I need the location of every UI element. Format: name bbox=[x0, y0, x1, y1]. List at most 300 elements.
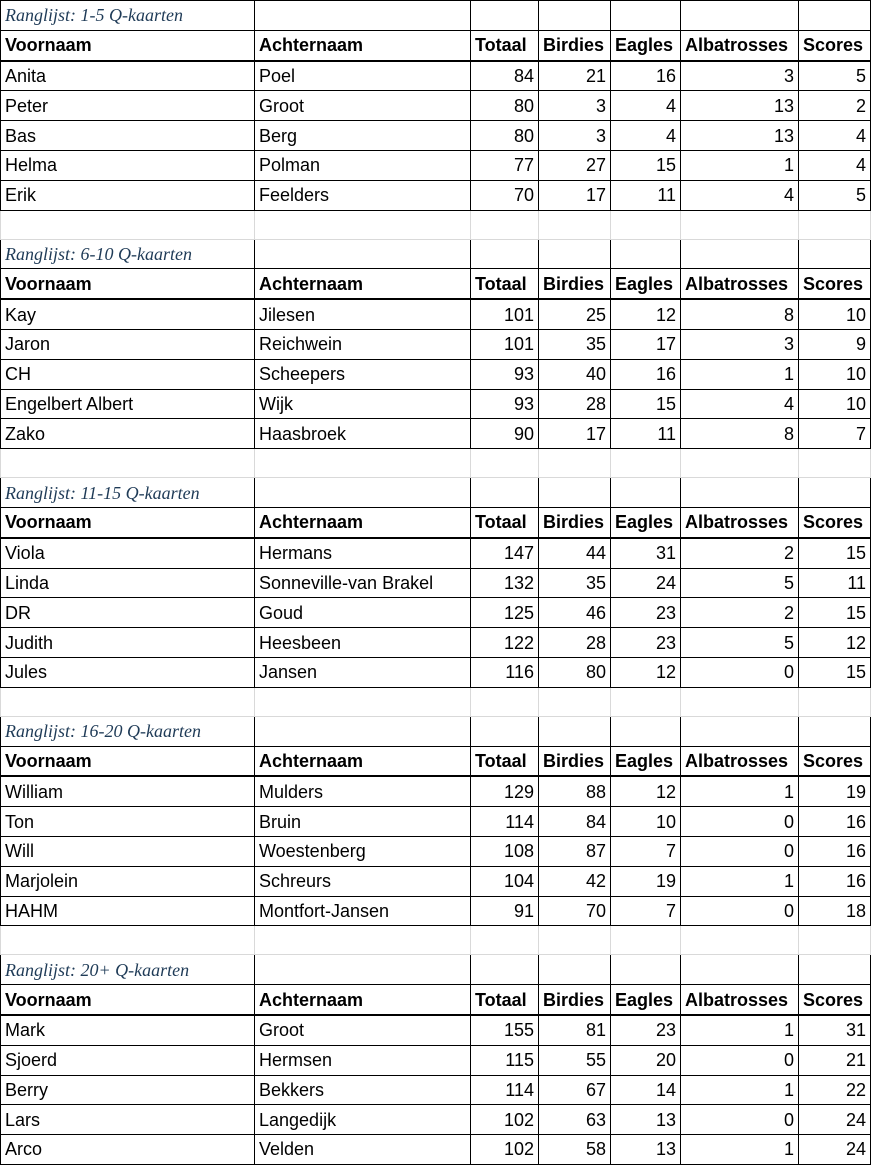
column-header-achternaam: Achternaam bbox=[255, 269, 471, 299]
cell-scores: 16 bbox=[799, 866, 871, 896]
empty-cell bbox=[681, 716, 799, 746]
empty-cell bbox=[1, 449, 255, 478]
cell-scores: 18 bbox=[799, 896, 871, 926]
empty-cell bbox=[799, 955, 871, 985]
cell-scores: 9 bbox=[799, 329, 871, 359]
column-header-totaal: Totaal bbox=[471, 507, 539, 537]
cell-achternaam: Reichwein bbox=[255, 329, 471, 359]
cell-scores: 10 bbox=[799, 359, 871, 389]
cell-eagles: 12 bbox=[611, 776, 681, 806]
cell-birdies: 81 bbox=[539, 1015, 611, 1045]
table-row bbox=[1, 866, 871, 896]
cell-totaal: 77 bbox=[471, 150, 539, 180]
cell-voornaam: CH bbox=[1, 359, 255, 389]
empty-cell bbox=[799, 716, 871, 746]
cell-achternaam: Scheepers bbox=[255, 359, 471, 389]
empty-cell bbox=[255, 926, 471, 955]
table-row bbox=[1, 1105, 871, 1135]
column-header-row bbox=[1, 269, 871, 299]
column-header-scores: Scores bbox=[799, 507, 871, 537]
spacer-row bbox=[1, 210, 871, 239]
section-title-row bbox=[1, 478, 871, 508]
cell-albatrosses: 5 bbox=[681, 628, 799, 658]
table-row bbox=[1, 1075, 871, 1105]
cell-scores: 15 bbox=[799, 598, 871, 628]
column-header-birdies: Birdies bbox=[539, 746, 611, 776]
cell-achternaam: Mulders bbox=[255, 776, 471, 806]
cell-scores: 10 bbox=[799, 299, 871, 329]
cell-scores: 21 bbox=[799, 1045, 871, 1075]
column-header-eagles: Eagles bbox=[611, 269, 681, 299]
cell-albatrosses: 4 bbox=[681, 389, 799, 419]
empty-cell bbox=[611, 239, 681, 269]
empty-cell bbox=[539, 1, 611, 31]
table-row bbox=[1, 1015, 871, 1045]
cell-albatrosses: 2 bbox=[681, 598, 799, 628]
empty-cell bbox=[611, 716, 681, 746]
empty-cell bbox=[611, 687, 681, 716]
cell-totaal: 101 bbox=[471, 299, 539, 329]
column-header-birdies: Birdies bbox=[539, 985, 611, 1015]
empty-cell bbox=[471, 926, 539, 955]
empty-cell bbox=[471, 1, 539, 31]
cell-voornaam: Zako bbox=[1, 419, 255, 449]
cell-voornaam: Viola bbox=[1, 538, 255, 568]
cell-eagles: 15 bbox=[611, 150, 681, 180]
cell-totaal: 93 bbox=[471, 389, 539, 419]
table-row bbox=[1, 896, 871, 926]
empty-cell bbox=[799, 926, 871, 955]
cell-scores: 16 bbox=[799, 807, 871, 837]
empty-cell bbox=[799, 449, 871, 478]
empty-cell bbox=[255, 716, 471, 746]
empty-cell bbox=[255, 478, 471, 508]
cell-eagles: 16 bbox=[611, 61, 681, 91]
cell-scores: 12 bbox=[799, 628, 871, 658]
empty-cell bbox=[799, 687, 871, 716]
table-row bbox=[1, 329, 871, 359]
cell-eagles: 7 bbox=[611, 836, 681, 866]
empty-cell bbox=[681, 478, 799, 508]
section-title: Ranglijst: 6-10 Q-kaarten bbox=[1, 239, 255, 269]
cell-totaal: 90 bbox=[471, 419, 539, 449]
table-row bbox=[1, 91, 871, 121]
cell-birdies: 28 bbox=[539, 389, 611, 419]
empty-cell bbox=[471, 687, 539, 716]
section-title: Ranglijst: 11-15 Q-kaarten bbox=[1, 478, 255, 508]
cell-achternaam: Bekkers bbox=[255, 1075, 471, 1105]
empty-cell bbox=[471, 955, 539, 985]
cell-eagles: 23 bbox=[611, 598, 681, 628]
cell-birdies: 35 bbox=[539, 329, 611, 359]
cell-albatrosses: 13 bbox=[681, 91, 799, 121]
cell-eagles: 7 bbox=[611, 896, 681, 926]
column-header-birdies: Birdies bbox=[539, 269, 611, 299]
cell-eagles: 19 bbox=[611, 866, 681, 896]
column-header-voornaam: Voornaam bbox=[1, 746, 255, 776]
table-row bbox=[1, 150, 871, 180]
cell-scores: 4 bbox=[799, 150, 871, 180]
cell-eagles: 12 bbox=[611, 299, 681, 329]
cell-totaal: 155 bbox=[471, 1015, 539, 1045]
cell-scores: 15 bbox=[799, 538, 871, 568]
cell-totaal: 102 bbox=[471, 1135, 539, 1165]
cell-achternaam: Polman bbox=[255, 150, 471, 180]
cell-birdies: 3 bbox=[539, 121, 611, 151]
cell-eagles: 11 bbox=[611, 180, 681, 210]
cell-achternaam: Bruin bbox=[255, 807, 471, 837]
column-header-scores: Scores bbox=[799, 985, 871, 1015]
cell-birdies: 88 bbox=[539, 776, 611, 806]
column-header-row bbox=[1, 985, 871, 1015]
cell-achternaam: Jansen bbox=[255, 657, 471, 687]
cell-achternaam: Velden bbox=[255, 1135, 471, 1165]
cell-albatrosses: 1 bbox=[681, 1075, 799, 1105]
table-row bbox=[1, 1045, 871, 1075]
column-header-albatrosses: Albatrosses bbox=[681, 269, 799, 299]
column-header-voornaam: Voornaam bbox=[1, 985, 255, 1015]
cell-voornaam: Engelbert Albert bbox=[1, 389, 255, 419]
cell-achternaam: Schreurs bbox=[255, 866, 471, 896]
cell-birdies: 3 bbox=[539, 91, 611, 121]
cell-albatrosses: 1 bbox=[681, 776, 799, 806]
column-header-achternaam: Achternaam bbox=[255, 507, 471, 537]
cell-birdies: 42 bbox=[539, 866, 611, 896]
column-header-eagles: Eagles bbox=[611, 507, 681, 537]
cell-totaal: 147 bbox=[471, 538, 539, 568]
cell-achternaam: Sonneville-van Brakel bbox=[255, 568, 471, 598]
empty-cell bbox=[539, 687, 611, 716]
cell-scores: 4 bbox=[799, 121, 871, 151]
cell-albatrosses: 0 bbox=[681, 1105, 799, 1135]
cell-achternaam: Feelders bbox=[255, 180, 471, 210]
cell-totaal: 93 bbox=[471, 359, 539, 389]
column-header-achternaam: Achternaam bbox=[255, 746, 471, 776]
cell-albatrosses: 4 bbox=[681, 180, 799, 210]
table-row bbox=[1, 807, 871, 837]
column-header-scores: Scores bbox=[799, 269, 871, 299]
empty-cell bbox=[799, 210, 871, 239]
cell-birdies: 44 bbox=[539, 538, 611, 568]
cell-scores: 7 bbox=[799, 419, 871, 449]
table-row bbox=[1, 359, 871, 389]
table-row bbox=[1, 776, 871, 806]
cell-totaal: 115 bbox=[471, 1045, 539, 1075]
cell-achternaam: Langedijk bbox=[255, 1105, 471, 1135]
empty-cell bbox=[1, 687, 255, 716]
column-header-voornaam: Voornaam bbox=[1, 269, 255, 299]
cell-achternaam: Jilesen bbox=[255, 299, 471, 329]
empty-cell bbox=[611, 449, 681, 478]
cell-eagles: 4 bbox=[611, 121, 681, 151]
cell-totaal: 102 bbox=[471, 1105, 539, 1135]
column-header-totaal: Totaal bbox=[471, 985, 539, 1015]
empty-cell bbox=[681, 955, 799, 985]
column-header-birdies: Birdies bbox=[539, 30, 611, 60]
empty-cell bbox=[799, 239, 871, 269]
cell-eagles: 14 bbox=[611, 1075, 681, 1105]
empty-cell bbox=[471, 478, 539, 508]
table-row bbox=[1, 121, 871, 151]
cell-birdies: 80 bbox=[539, 657, 611, 687]
cell-birdies: 84 bbox=[539, 807, 611, 837]
empty-cell bbox=[681, 449, 799, 478]
column-header-eagles: Eagles bbox=[611, 985, 681, 1015]
column-header-birdies: Birdies bbox=[539, 507, 611, 537]
cell-scores: 5 bbox=[799, 61, 871, 91]
column-header-totaal: Totaal bbox=[471, 269, 539, 299]
cell-birdies: 46 bbox=[539, 598, 611, 628]
column-header-achternaam: Achternaam bbox=[255, 30, 471, 60]
table-row bbox=[1, 299, 871, 329]
table-row bbox=[1, 389, 871, 419]
table-row bbox=[1, 180, 871, 210]
cell-voornaam: Marjolein bbox=[1, 866, 255, 896]
section-title-row bbox=[1, 716, 871, 746]
empty-cell bbox=[255, 955, 471, 985]
cell-eagles: 12 bbox=[611, 657, 681, 687]
cell-achternaam: Hermans bbox=[255, 538, 471, 568]
cell-achternaam: Berg bbox=[255, 121, 471, 151]
cell-birdies: 58 bbox=[539, 1135, 611, 1165]
column-header-totaal: Totaal bbox=[471, 746, 539, 776]
cell-achternaam: Wijk bbox=[255, 389, 471, 419]
empty-cell bbox=[611, 478, 681, 508]
column-header-totaal: Totaal bbox=[471, 30, 539, 60]
spacer-row bbox=[1, 687, 871, 716]
cell-totaal: 101 bbox=[471, 329, 539, 359]
cell-albatrosses: 1 bbox=[681, 1015, 799, 1045]
empty-cell bbox=[471, 716, 539, 746]
empty-cell bbox=[539, 478, 611, 508]
cell-eagles: 10 bbox=[611, 807, 681, 837]
column-header-albatrosses: Albatrosses bbox=[681, 507, 799, 537]
section-title-row bbox=[1, 955, 871, 985]
empty-cell bbox=[1, 210, 255, 239]
cell-voornaam: Erik bbox=[1, 180, 255, 210]
cell-albatrosses: 0 bbox=[681, 1045, 799, 1075]
column-header-row bbox=[1, 746, 871, 776]
column-header-albatrosses: Albatrosses bbox=[681, 30, 799, 60]
cell-eagles: 4 bbox=[611, 91, 681, 121]
cell-eagles: 23 bbox=[611, 628, 681, 658]
cell-totaal: 116 bbox=[471, 657, 539, 687]
table-row bbox=[1, 1135, 871, 1165]
cell-scores: 24 bbox=[799, 1105, 871, 1135]
table-row bbox=[1, 628, 871, 658]
cell-totaal: 84 bbox=[471, 61, 539, 91]
column-header-row bbox=[1, 507, 871, 537]
column-header-achternaam: Achternaam bbox=[255, 985, 471, 1015]
cell-totaal: 80 bbox=[471, 91, 539, 121]
empty-cell bbox=[539, 210, 611, 239]
cell-scores: 5 bbox=[799, 180, 871, 210]
empty-cell bbox=[611, 926, 681, 955]
cell-voornaam: Mark bbox=[1, 1015, 255, 1045]
cell-voornaam: Helma bbox=[1, 150, 255, 180]
cell-albatrosses: 8 bbox=[681, 299, 799, 329]
cell-totaal: 108 bbox=[471, 836, 539, 866]
cell-albatrosses: 0 bbox=[681, 657, 799, 687]
cell-voornaam: Jules bbox=[1, 657, 255, 687]
spacer-row bbox=[1, 449, 871, 478]
column-header-scores: Scores bbox=[799, 30, 871, 60]
cell-totaal: 114 bbox=[471, 1075, 539, 1105]
empty-cell bbox=[681, 687, 799, 716]
cell-birdies: 70 bbox=[539, 896, 611, 926]
empty-cell bbox=[611, 1, 681, 31]
cell-achternaam: Heesbeen bbox=[255, 628, 471, 658]
cell-albatrosses: 2 bbox=[681, 538, 799, 568]
cell-eagles: 15 bbox=[611, 389, 681, 419]
empty-cell bbox=[681, 210, 799, 239]
cell-totaal: 80 bbox=[471, 121, 539, 151]
cell-totaal: 129 bbox=[471, 776, 539, 806]
cell-voornaam: Berry bbox=[1, 1075, 255, 1105]
empty-cell bbox=[255, 210, 471, 239]
cell-achternaam: Woestenberg bbox=[255, 836, 471, 866]
empty-cell bbox=[799, 1, 871, 31]
cell-eagles: 13 bbox=[611, 1105, 681, 1135]
cell-totaal: 114 bbox=[471, 807, 539, 837]
section-title: Ranglijst: 20+ Q-kaarten bbox=[1, 955, 255, 985]
cell-albatrosses: 5 bbox=[681, 568, 799, 598]
cell-eagles: 31 bbox=[611, 538, 681, 568]
cell-voornaam: William bbox=[1, 776, 255, 806]
column-header-voornaam: Voornaam bbox=[1, 30, 255, 60]
cell-achternaam: Goud bbox=[255, 598, 471, 628]
cell-totaal: 132 bbox=[471, 568, 539, 598]
empty-cell bbox=[539, 955, 611, 985]
cell-totaal: 122 bbox=[471, 628, 539, 658]
cell-birdies: 87 bbox=[539, 836, 611, 866]
column-header-eagles: Eagles bbox=[611, 30, 681, 60]
empty-cell bbox=[539, 716, 611, 746]
cell-achternaam: Hermsen bbox=[255, 1045, 471, 1075]
empty-cell bbox=[471, 210, 539, 239]
cell-birdies: 35 bbox=[539, 568, 611, 598]
spacer-row bbox=[1, 926, 871, 955]
section-title-row bbox=[1, 1, 871, 31]
empty-cell bbox=[255, 239, 471, 269]
empty-cell bbox=[681, 926, 799, 955]
cell-voornaam: Arco bbox=[1, 1135, 255, 1165]
cell-voornaam: Linda bbox=[1, 568, 255, 598]
cell-eagles: 23 bbox=[611, 1015, 681, 1045]
cell-voornaam: Will bbox=[1, 836, 255, 866]
column-header-row bbox=[1, 30, 871, 60]
cell-eagles: 13 bbox=[611, 1135, 681, 1165]
cell-voornaam: Lars bbox=[1, 1105, 255, 1135]
cell-scores: 24 bbox=[799, 1135, 871, 1165]
empty-cell bbox=[539, 449, 611, 478]
cell-achternaam: Montfort-Jansen bbox=[255, 896, 471, 926]
cell-eagles: 11 bbox=[611, 419, 681, 449]
empty-cell bbox=[471, 449, 539, 478]
cell-birdies: 17 bbox=[539, 180, 611, 210]
cell-voornaam: DR bbox=[1, 598, 255, 628]
cell-scores: 16 bbox=[799, 836, 871, 866]
cell-albatrosses: 0 bbox=[681, 836, 799, 866]
cell-achternaam: Groot bbox=[255, 1015, 471, 1045]
empty-cell bbox=[799, 478, 871, 508]
cell-scores: 19 bbox=[799, 776, 871, 806]
cell-totaal: 91 bbox=[471, 896, 539, 926]
cell-eagles: 16 bbox=[611, 359, 681, 389]
cell-scores: 10 bbox=[799, 389, 871, 419]
cell-voornaam: Kay bbox=[1, 299, 255, 329]
table-row bbox=[1, 657, 871, 687]
cell-albatrosses: 1 bbox=[681, 1135, 799, 1165]
empty-cell bbox=[255, 1, 471, 31]
cell-voornaam: Bas bbox=[1, 121, 255, 151]
cell-voornaam: HAHM bbox=[1, 896, 255, 926]
cell-eagles: 24 bbox=[611, 568, 681, 598]
empty-cell bbox=[539, 239, 611, 269]
table-row bbox=[1, 61, 871, 91]
column-header-albatrosses: Albatrosses bbox=[681, 985, 799, 1015]
cell-birdies: 55 bbox=[539, 1045, 611, 1075]
empty-cell bbox=[471, 239, 539, 269]
cell-voornaam: Peter bbox=[1, 91, 255, 121]
cell-voornaam: Jaron bbox=[1, 329, 255, 359]
table-row bbox=[1, 568, 871, 598]
cell-voornaam: Ton bbox=[1, 807, 255, 837]
cell-birdies: 17 bbox=[539, 419, 611, 449]
empty-cell bbox=[611, 210, 681, 239]
cell-scores: 31 bbox=[799, 1015, 871, 1045]
cell-achternaam: Poel bbox=[255, 61, 471, 91]
column-header-voornaam: Voornaam bbox=[1, 507, 255, 537]
empty-cell bbox=[255, 449, 471, 478]
column-header-albatrosses: Albatrosses bbox=[681, 746, 799, 776]
cell-totaal: 104 bbox=[471, 866, 539, 896]
table-row bbox=[1, 836, 871, 866]
cell-totaal: 125 bbox=[471, 598, 539, 628]
cell-achternaam: Groot bbox=[255, 91, 471, 121]
table-row bbox=[1, 419, 871, 449]
empty-cell bbox=[539, 926, 611, 955]
empty-cell bbox=[611, 955, 681, 985]
cell-albatrosses: 13 bbox=[681, 121, 799, 151]
cell-scores: 2 bbox=[799, 91, 871, 121]
empty-cell bbox=[681, 239, 799, 269]
table-row bbox=[1, 538, 871, 568]
cell-totaal: 70 bbox=[471, 180, 539, 210]
cell-voornaam: Judith bbox=[1, 628, 255, 658]
cell-eagles: 17 bbox=[611, 329, 681, 359]
section-title: Ranglijst: 1-5 Q-kaarten bbox=[1, 1, 255, 31]
cell-achternaam: Haasbroek bbox=[255, 419, 471, 449]
cell-scores: 22 bbox=[799, 1075, 871, 1105]
cell-albatrosses: 3 bbox=[681, 329, 799, 359]
cell-eagles: 20 bbox=[611, 1045, 681, 1075]
cell-albatrosses: 0 bbox=[681, 807, 799, 837]
empty-cell bbox=[255, 687, 471, 716]
cell-scores: 11 bbox=[799, 568, 871, 598]
cell-albatrosses: 8 bbox=[681, 419, 799, 449]
cell-birdies: 63 bbox=[539, 1105, 611, 1135]
cell-albatrosses: 0 bbox=[681, 896, 799, 926]
empty-cell bbox=[681, 1, 799, 31]
cell-albatrosses: 1 bbox=[681, 866, 799, 896]
cell-albatrosses: 1 bbox=[681, 359, 799, 389]
cell-voornaam: Sjoerd bbox=[1, 1045, 255, 1075]
cell-birdies: 67 bbox=[539, 1075, 611, 1105]
cell-birdies: 40 bbox=[539, 359, 611, 389]
cell-birdies: 28 bbox=[539, 628, 611, 658]
cell-birdies: 27 bbox=[539, 150, 611, 180]
